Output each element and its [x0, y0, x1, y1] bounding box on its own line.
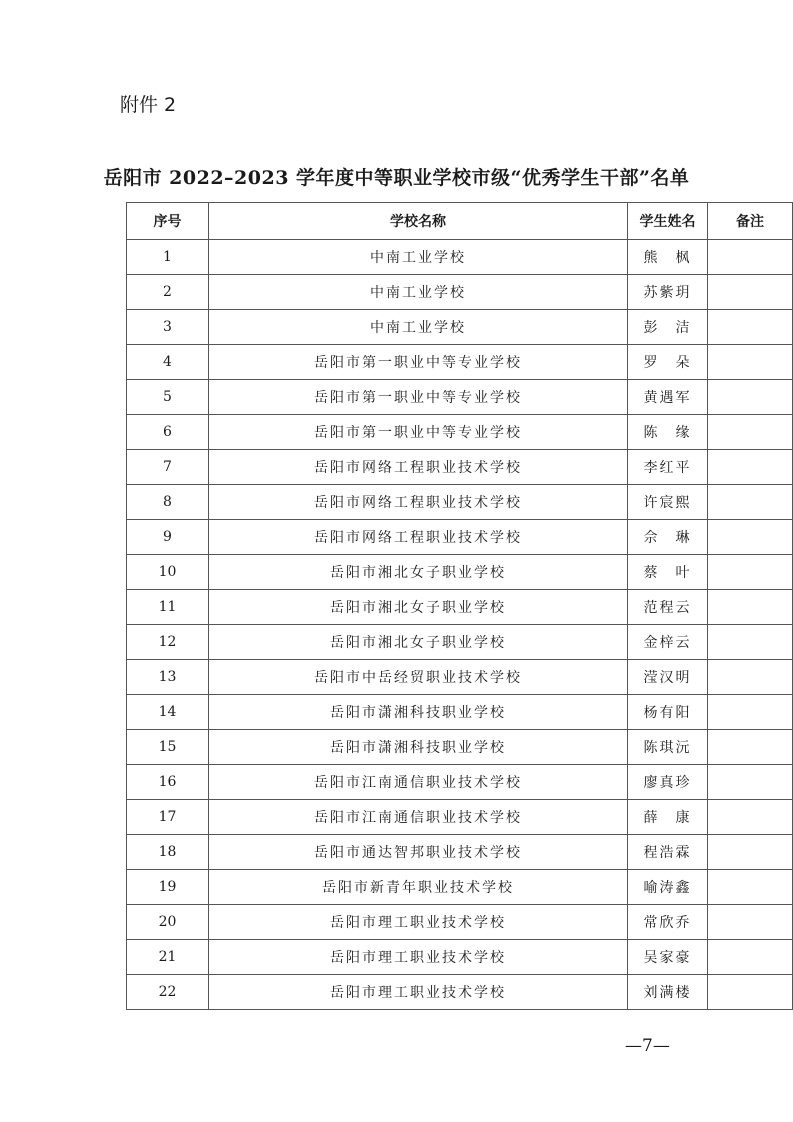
cell-student-name: 黄遇军 [628, 380, 708, 415]
cell-no: 10 [127, 555, 209, 590]
cell-no: 6 [127, 415, 209, 450]
cell-note [708, 520, 793, 555]
cell-student-name: 常欣乔 [628, 905, 708, 940]
cell-school: 岳阳市中岳经贸职业技术学校 [209, 660, 628, 695]
document-title: 岳阳市 2022–2023 学年度中等职业学校市级“优秀学生干部”名单 [103, 167, 690, 189]
cell-no: 21 [127, 940, 209, 975]
cell-note [708, 975, 793, 1010]
cell-note [708, 730, 793, 765]
cell-student-name: 苏紫玥 [628, 275, 708, 310]
table-row [127, 625, 793, 660]
cell-note [708, 940, 793, 975]
cell-note [708, 695, 793, 730]
table-row [127, 485, 793, 520]
cell-school: 岳阳市新青年职业技术学校 [209, 870, 628, 905]
table-row [127, 695, 793, 730]
table-header-row [127, 203, 793, 240]
cell-school: 岳阳市江南通信职业技术学校 [209, 800, 628, 835]
cell-school: 岳阳市通达智邦职业技术学校 [209, 835, 628, 870]
table-row [127, 240, 793, 275]
cell-school: 岳阳市潇湘科技职业学校 [209, 695, 628, 730]
cell-student-name: 廖真珍 [628, 765, 708, 800]
table-row [127, 765, 793, 800]
cell-no: 22 [127, 975, 209, 1010]
cell-note [708, 905, 793, 940]
cell-note [708, 800, 793, 835]
table-row [127, 940, 793, 975]
cell-student-name: 罗 朵 [628, 345, 708, 380]
cell-note [708, 240, 793, 275]
cell-note [708, 275, 793, 310]
cell-no: 16 [127, 765, 209, 800]
cell-note [708, 380, 793, 415]
cell-note [708, 555, 793, 590]
table-row [127, 660, 793, 695]
cell-school: 中南工业学校 [209, 240, 628, 275]
cell-student-name: 蔡 叶 [628, 555, 708, 590]
cell-note [708, 835, 793, 870]
cell-school: 岳阳市理工职业技术学校 [209, 905, 628, 940]
cell-school: 岳阳市第一职业中等专业学校 [209, 380, 628, 415]
cell-no: 4 [127, 345, 209, 380]
cell-student-name: 陈琪沅 [628, 730, 708, 765]
cell-school: 岳阳市湘北女子职业学校 [209, 590, 628, 625]
table-row [127, 730, 793, 765]
cell-note [708, 590, 793, 625]
table-row [127, 275, 793, 310]
cell-school: 岳阳市理工职业技术学校 [209, 975, 628, 1010]
cell-note [708, 625, 793, 660]
cell-note [708, 345, 793, 380]
cell-student-name: 杨有阳 [628, 695, 708, 730]
cell-school: 中南工业学校 [209, 310, 628, 345]
table-row [127, 380, 793, 415]
cell-student-name: 程浩霖 [628, 835, 708, 870]
cell-note [708, 765, 793, 800]
cell-school: 岳阳市网络工程职业技术学校 [209, 520, 628, 555]
cell-no: 18 [127, 835, 209, 870]
cell-student-name: 金梓云 [628, 625, 708, 660]
cell-note [708, 870, 793, 905]
cell-no: 13 [127, 660, 209, 695]
table-row [127, 835, 793, 870]
cell-no: 1 [127, 240, 209, 275]
cell-school: 岳阳市江南通信职业技术学校 [209, 765, 628, 800]
cell-no: 8 [127, 485, 209, 520]
cell-no: 7 [127, 450, 209, 485]
attachment-label: 附件 2 [120, 94, 177, 116]
table-row [127, 520, 793, 555]
cell-student-name: 范程云 [628, 590, 708, 625]
cell-school: 岳阳市网络工程职业技术学校 [209, 450, 628, 485]
cell-student-name: 彭 洁 [628, 310, 708, 345]
cell-school: 岳阳市第一职业中等专业学校 [209, 345, 628, 380]
cell-student-name: 薛 康 [628, 800, 708, 835]
cell-school: 岳阳市理工职业技术学校 [209, 940, 628, 975]
table-row [127, 870, 793, 905]
page-number: —7— [625, 1036, 670, 1056]
header-note: 备注 [708, 203, 793, 240]
table-row [127, 555, 793, 590]
cell-student-name: 吴家豪 [628, 940, 708, 975]
header-no: 序号 [127, 203, 209, 240]
table-row [127, 415, 793, 450]
cell-note [708, 310, 793, 345]
cell-school: 中南工业学校 [209, 275, 628, 310]
table-row [127, 590, 793, 625]
cell-student-name: 滢汉明 [628, 660, 708, 695]
cell-no: 3 [127, 310, 209, 345]
cell-school: 岳阳市潇湘科技职业学校 [209, 730, 628, 765]
table-row [127, 975, 793, 1010]
cell-student-name: 陈 缘 [628, 415, 708, 450]
cell-no: 17 [127, 800, 209, 835]
cell-note [708, 450, 793, 485]
cell-student-name: 许宸熙 [628, 485, 708, 520]
table-row [127, 450, 793, 485]
cell-student-name: 喻涛鑫 [628, 870, 708, 905]
cell-note [708, 660, 793, 695]
cell-school: 岳阳市网络工程职业技术学校 [209, 485, 628, 520]
header-school: 学校名称 [209, 203, 628, 240]
cell-no: 11 [127, 590, 209, 625]
cell-no: 20 [127, 905, 209, 940]
table-row [127, 345, 793, 380]
roster-table [126, 202, 793, 1010]
cell-no: 5 [127, 380, 209, 415]
table-row [127, 905, 793, 940]
cell-no: 9 [127, 520, 209, 555]
cell-no: 14 [127, 695, 209, 730]
cell-school: 岳阳市湘北女子职业学校 [209, 555, 628, 590]
cell-school: 岳阳市湘北女子职业学校 [209, 625, 628, 660]
table-row [127, 310, 793, 345]
table-row [127, 800, 793, 835]
cell-no: 19 [127, 870, 209, 905]
header-student-name: 学生姓名 [628, 203, 708, 240]
cell-student-name: 李红平 [628, 450, 708, 485]
cell-student-name: 刘满楼 [628, 975, 708, 1010]
table-body [127, 240, 793, 1010]
cell-student-name: 熊 枫 [628, 240, 708, 275]
cell-school: 岳阳市第一职业中等专业学校 [209, 415, 628, 450]
cell-student-name: 佘 琳 [628, 520, 708, 555]
cell-no: 2 [127, 275, 209, 310]
cell-no: 15 [127, 730, 209, 765]
cell-note [708, 415, 793, 450]
cell-no: 12 [127, 625, 209, 660]
cell-note [708, 485, 793, 520]
